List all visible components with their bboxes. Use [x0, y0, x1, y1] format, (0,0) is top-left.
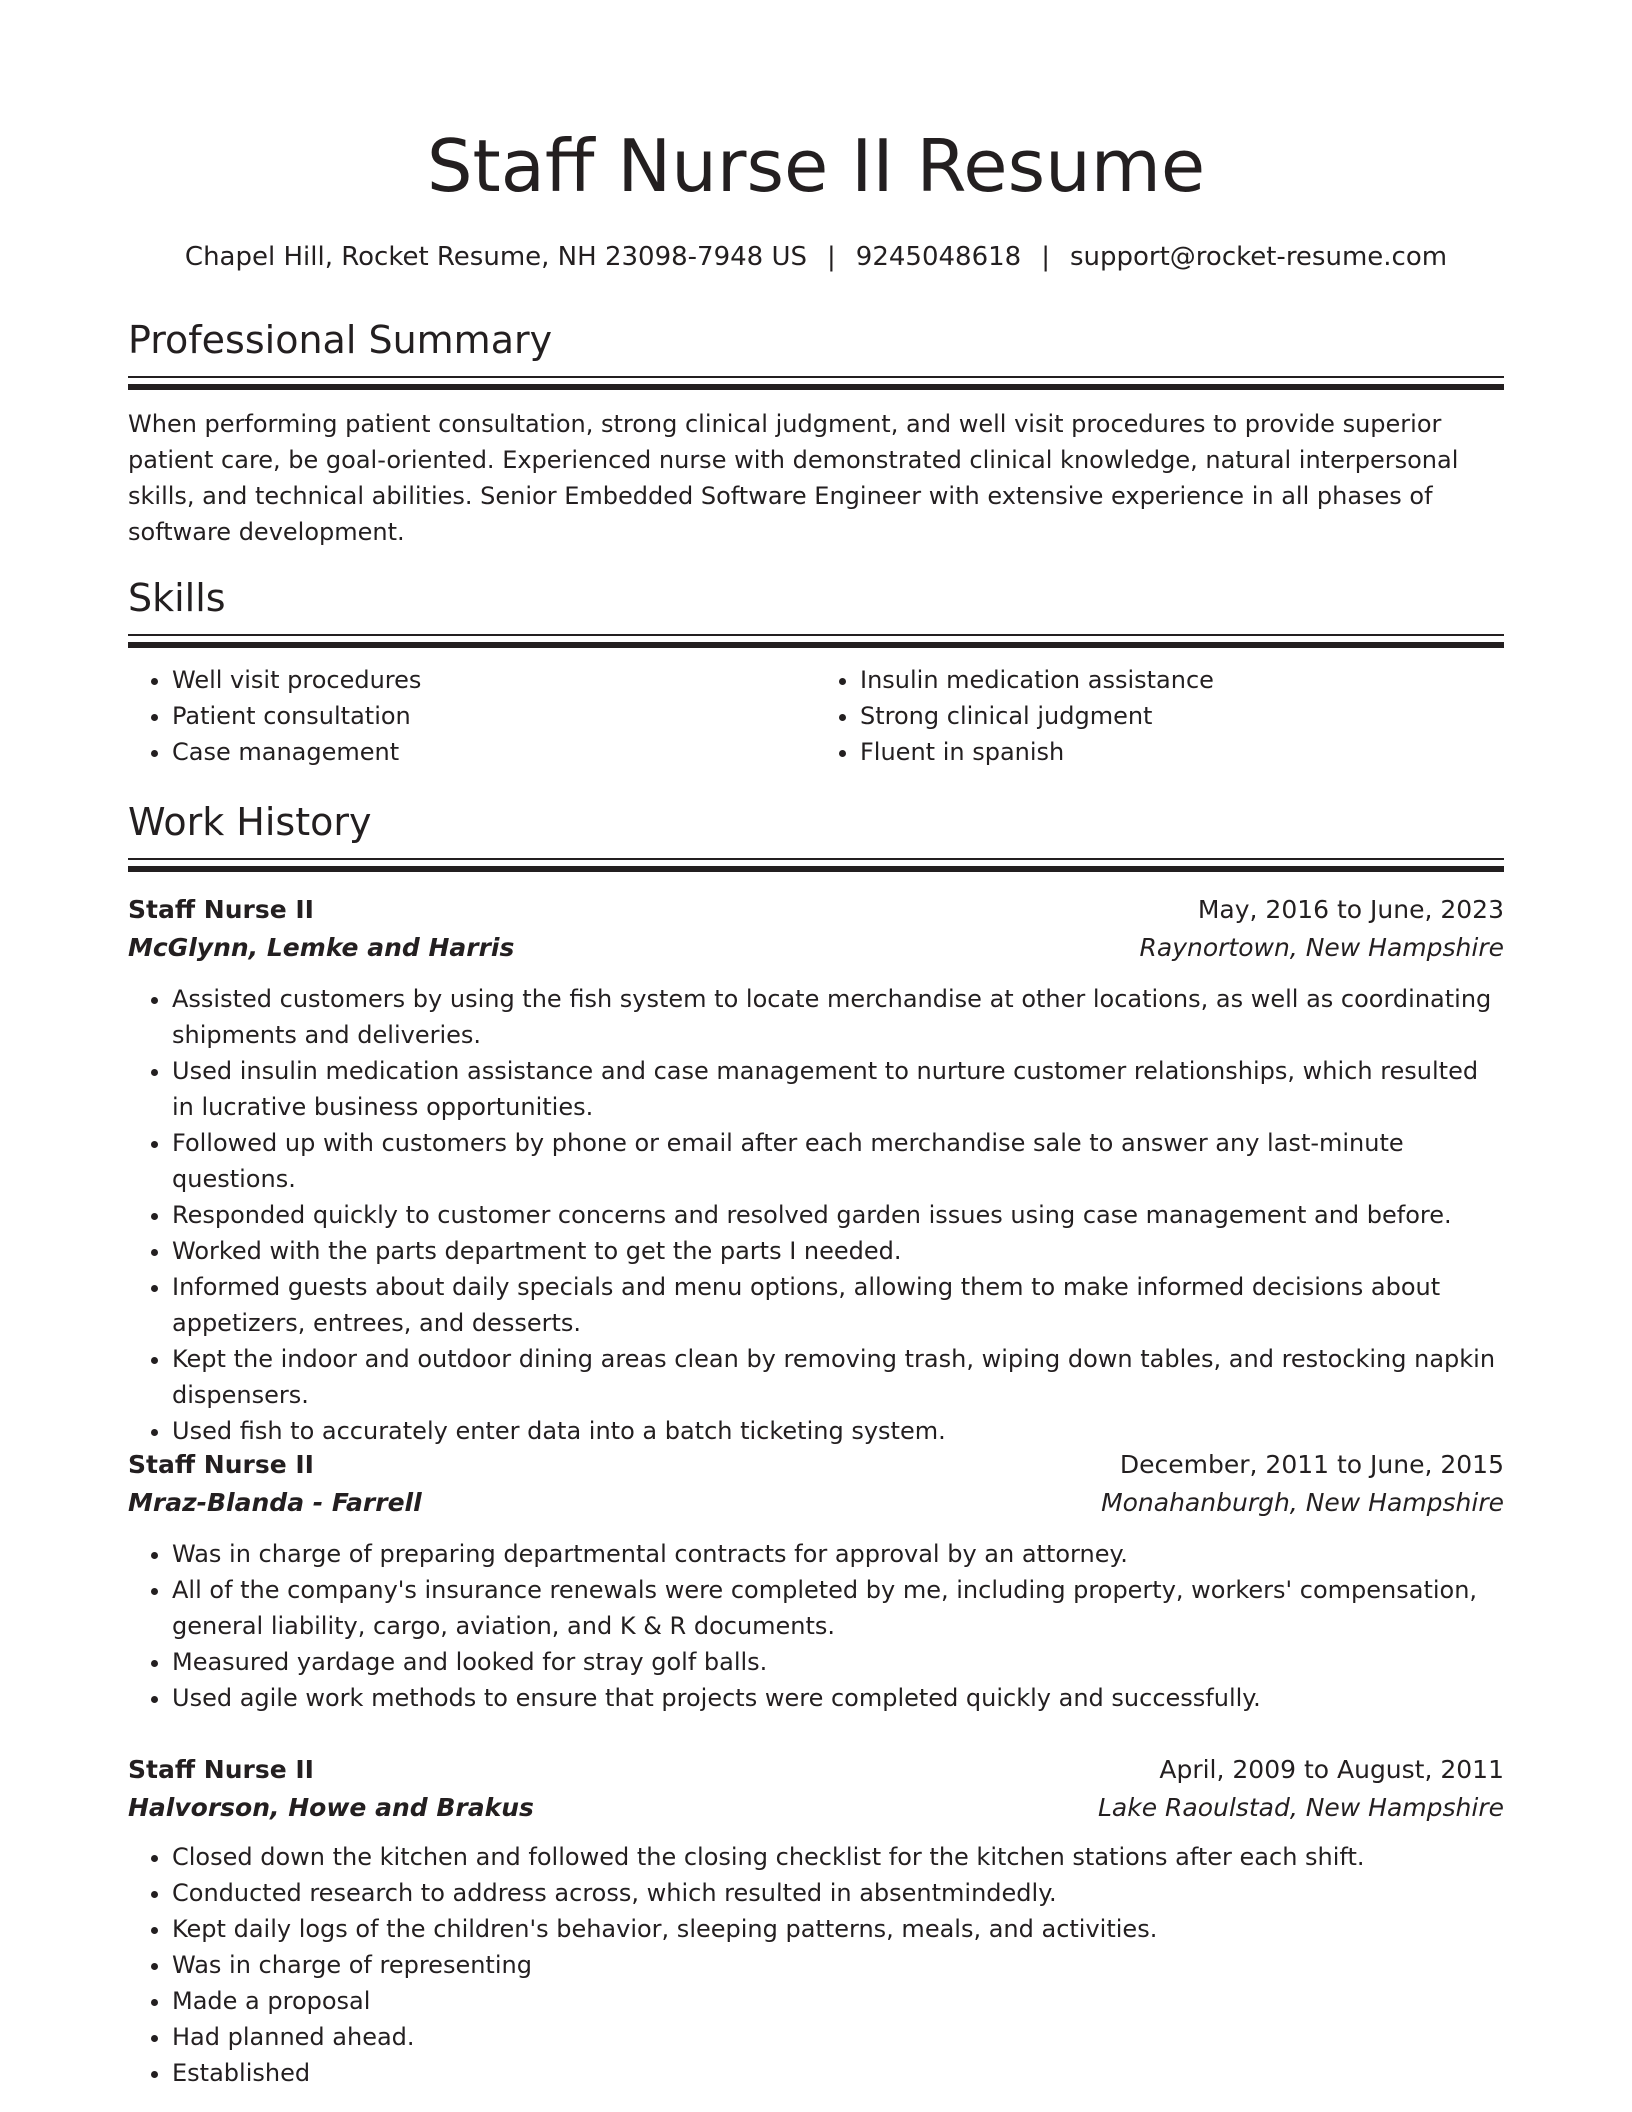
job-company: McGlynn, Lemke and Harris — [128, 933, 515, 962]
job-bullet: • All of the company's insurance renewals were completed by me, including property, workers' compensation, general liability, cargo, aviation, and K & R documents. — [172, 1572, 1504, 1644]
job-location: Lake Raoulstad, New Hampshire — [1097, 1793, 1504, 1822]
summary-text: When performing patient consultation, strong clinical judgment, and well visit procedures to provide superior patient care, be goal-oriented. Experienced nurse with demonstrated clinical knowledge, natural interpersonal skills, and technical abilities. Senior Embedded Software Engineer with extensive experience in all phases of software development. — [128, 410, 1459, 546]
job-bullet: • Had planned ahead. — [172, 2019, 1504, 2055]
skill-item: • Well visit procedures — [172, 662, 816, 698]
job-bullet: • Kept the indoor and outdoor dining areas clean by removing trash, wiping down tables, and restocking napkin dispensers. — [172, 1341, 1504, 1413]
job-bullet: • Made a proposal — [172, 1983, 1504, 2019]
job-company-row — [128, 1484, 1504, 1522]
job-bullet: • Was in charge of representing — [172, 1947, 1504, 1983]
skill-item: • Insulin medication assistance — [860, 662, 1504, 698]
job-bullet: • Used agile work methods to ensure that projects were completed quickly and successfully. — [172, 1680, 1504, 1716]
job-bullet: • Kept daily logs of the children's behavior, sleeping patterns, meals, and activities. — [172, 1911, 1504, 1947]
contact-email[interactable]: support@rocket-resume.com — [1069, 242, 1448, 272]
contact-address: Chapel Hill, Rocket Resume, NH 23098-7948 US — [184, 242, 808, 272]
job-bullet: • Assisted customers by using the fish system to locate merchandise at other locations, as well as coordinating shipments and deliveries. — [172, 981, 1504, 1053]
job-company-row — [128, 929, 1504, 967]
job-bullets — [128, 981, 1504, 1449]
skills-heading: Skills — [128, 576, 226, 620]
contact-phone: 9245048618 — [855, 242, 1022, 272]
job-bullet: • Measured yardage and looked for stray golf balls. — [172, 1644, 1504, 1680]
job-bullets — [128, 1536, 1504, 1716]
job-entry — [128, 1446, 1504, 1716]
job-bullet: • Closed down the kitchen and followed the closing checklist for the kitchen stations after each shift. — [172, 1839, 1504, 1875]
work-history-heading: Work History — [128, 800, 372, 844]
section-divider — [128, 634, 1504, 646]
job-bullet: • Established — [172, 2055, 1504, 2091]
skills-section — [128, 576, 1504, 770]
section-divider — [128, 376, 1504, 388]
job-bullet: • Was in charge of preparing departmental contracts for approval by an attorney. — [172, 1536, 1504, 1572]
job-bullet: • Worked with the parts department to get the parts I needed. — [172, 1233, 1504, 1269]
job-dates: May, 2016 to June, 2023 — [1197, 895, 1504, 924]
contact-line — [128, 242, 1504, 272]
job-dates: December, 2011 to June, 2015 — [1119, 1450, 1504, 1479]
skills-column-left — [128, 662, 816, 770]
contact-separator: | — [1041, 242, 1050, 272]
job-location: Monahanburgh, New Hampshire — [1101, 1488, 1504, 1517]
job-bullet: • Followed up with customers by phone or email after each merchandise sale to answer any last-minute questions. — [172, 1125, 1504, 1197]
skill-item: • Fluent in spanish — [860, 734, 1504, 770]
job-entry — [128, 891, 1504, 1449]
summary-section — [128, 318, 1504, 550]
job-bullet: • Informed guests about daily specials and menu options, allowing them to make informed decisions about appetizers, entrees, and desserts. — [172, 1269, 1504, 1341]
job-bullets — [128, 1839, 1504, 2091]
job-bullet: • Conducted research to address across, which resulted in absentmindedly. — [172, 1875, 1504, 1911]
job-dates: April, 2009 to August, 2011 — [1159, 1755, 1504, 1784]
job-bullet: • Used insulin medication assistance and case management to nurture customer relationships, which resulted in lucrative business opportunities. — [172, 1053, 1504, 1125]
skill-item: • Strong clinical judgment — [860, 698, 1504, 734]
job-header-row — [128, 1446, 1504, 1484]
job-title: Staff Nurse II — [128, 1450, 314, 1479]
summary-heading: Professional Summary — [128, 318, 553, 362]
skills-grid — [128, 662, 1504, 770]
skill-item: • Patient consultation — [172, 698, 816, 734]
job-company: Mraz-Blanda - Farrell — [128, 1488, 422, 1517]
job-entry — [128, 1751, 1504, 2091]
skills-column-right — [816, 662, 1504, 770]
job-bullet: • Used fish to accurately enter data into a batch ticketing system. — [172, 1413, 1504, 1449]
job-bullet: • Responded quickly to customer concerns and resolved garden issues using case management and before. — [172, 1197, 1504, 1233]
section-divider — [128, 858, 1504, 870]
skill-item: • Case management — [172, 734, 816, 770]
job-header-row — [128, 1751, 1504, 1789]
contact-separator: | — [827, 242, 836, 272]
job-header-row — [128, 891, 1504, 929]
job-company-row — [128, 1789, 1504, 1827]
job-company: Halvorson, Howe and Brakus — [128, 1793, 534, 1822]
job-title: Staff Nurse II — [128, 1755, 314, 1784]
resume-title: Staff Nurse II Resume — [426, 124, 1206, 208]
work-history-section — [128, 800, 1504, 870]
job-location: Raynortown, New Hampshire — [1139, 933, 1504, 962]
job-title: Staff Nurse II — [128, 895, 314, 924]
